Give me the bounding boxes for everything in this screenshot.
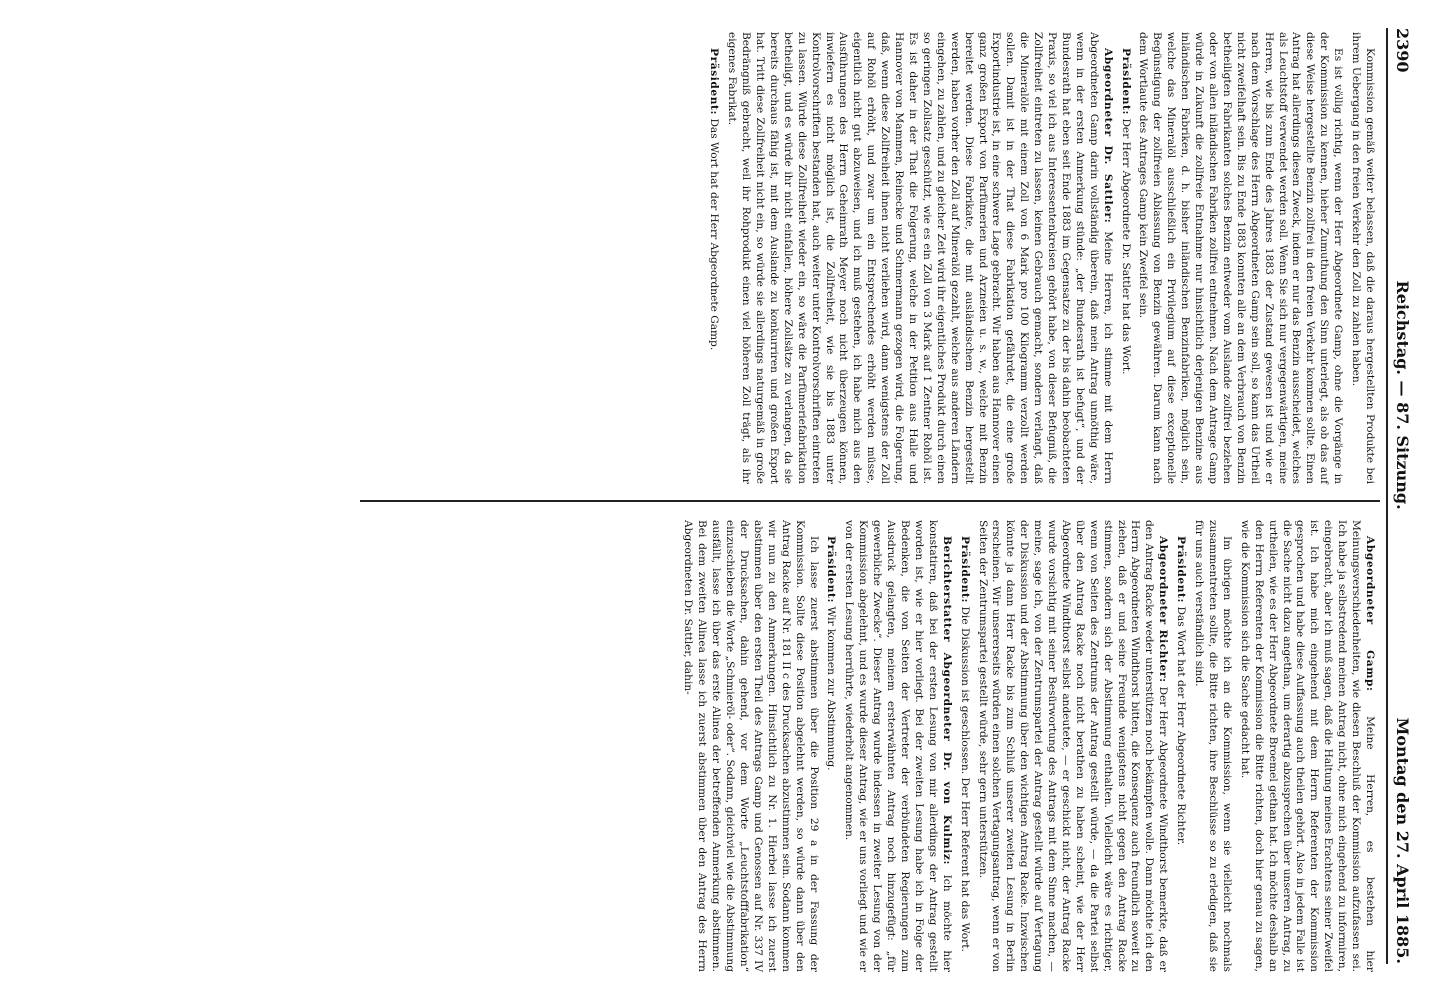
header-rule bbox=[1386, 28, 1388, 964]
speaker-name: Präsident: bbox=[1175, 536, 1188, 604]
page-header bbox=[1388, 28, 1418, 964]
speaker-name: Abgeordneter Richter: bbox=[1157, 536, 1170, 683]
speaker-name: Abgeordneter Gamp: bbox=[1364, 536, 1376, 692]
speech-text: Der Herr Abgeordnete Dr. Sattler hat das Wort. bbox=[1119, 118, 1132, 375]
speech-text: Das Wort hat der Herr Abgeordnete Gamp. bbox=[708, 118, 721, 351]
speech-text: Meine Herren, ich stimme mit dem Herrn Abgeordneten Gamp darin vollständig überein, daß mein Antrag unnöthig wäre, wenn in der ersten Anmerkung stünde: „der Bundesrath ist befugt“, und der Bundesrath hat eben seit Ende 1883 im Gegensatze zu der bis dahin beobachteten Praxis, so viel ich aus Interessentenkreisen gehört habe, von dieser Befugniß, die Zollfreiheit eintreten zu lassen, keinen Gebrauch gemacht, sondern verlangt, daß die Mineralöle mit einem Zoll von 6 Mark pro 100 Kilogramm verzollt werden sollen. Damit ist in der That diese Fabrikation gefährdet, die eine große Exportindustrie ist, in eine schwere Lage gebracht. Wir haben aus Hannover einen ganz großen Export von Parfümerien und Arzneien u. s. w., welche mit Benzin bereitet werden. Diese Fabrikate, die mit ausländischem Benzin hergestellt werden, haben vorher den Zoll auf Mineralöl gezahlt, welche aus anderen Ländern eingehen, zu zahlen, und zu gleicher Zeit wird ihr eigentliches Produkt durch einen so geringen Zollsatz geschützt, wie es ein Zoll von 3 Mark auf 1 Zentner Rohöl ist. Es ist daher in der That die Folgerung, welche in der Petition aus Halle und Hannover von Mammen, Reinecke und Schmermann gezogen wird, die Folgerung, daß, wenn diese Zollfreiheit ihnen nicht verliehen wird, dann wenigstens der Zoll auf Rohöl erhöht, und zwar um ein Entsprechendes erhöht werden müsse, eigentlich nicht gut abzuweisen, und ich muß gestehen, ich habe mich aus den Ausführungen des Herrn Geheimrath Meyer noch nicht überzeugen können, inwiefern es nicht möglich ist, die Zollfreiheit, wie sie bis 1883 unter Kontrolvorschriften bestanden hat, auch weiter unter Kontrolvorschriften eintreten zu lassen. Würde diese Zollfreiheit wieder ein, so wäre die Parfümeriefabrikation betheiligt, und es würde ihr nicht einfallen, höhere Zollsätze zu verlangen, da sie bereits durchaus fähig ist, mit dem Auslande zu konkurriren und großen Export hat. Tritt diese Zollfreiheit nicht ein, so würde sie allerdings naturgemäß in große Bedrängniß gebracht, weil ihr Rohprodukt einen viel höheren Zoll trägt, als ihr eigenes Fabrikat. bbox=[726, 32, 1114, 485]
paragraph bbox=[841, 520, 952, 972]
speech-text: Die Diskussion ist geschlossen. Der Herr Referent hat das Wort. bbox=[958, 606, 971, 952]
paragraph bbox=[1173, 520, 1187, 972]
page-title: Reichstag. — 87. Sitzung. bbox=[1393, 280, 1413, 510]
paragraph bbox=[1118, 32, 1132, 484]
speaker-name: Berichterstatter Abgeordneter Dr. von Kulmiz: bbox=[940, 536, 953, 865]
speaker-name: Präsident: bbox=[825, 536, 838, 604]
paragraph: Kommission gemäß weiter belassen, daß die daraus hergestellten Produkte bei ihrem Uebergang in den freien Verkehr den Zoll zu zahlen haben. bbox=[1350, 32, 1376, 484]
speech-text: Der Herr Abgeordnete Windthorst bemerkte, daß er den Antrag Racke weder unterstützen noch bekämpfen wolle. Dann möchte ich den Herrn Abgeordneten Windthorst bitten, die Konsequenz auch freundlich soweit zu ziehen, daß er und seine Freunde wenigstens nicht gegen den Antrag Racke stimmen, sondern sich der Abstimmung enthalten. Vielleicht wäre es richtiger, wenn von Seiten des Zentrums der Antrag gestellt würde, — da die Partei selbst über den Antrag Racke noch nicht berathen zu haben scheint, wie der Herr Abgeordnete Windthorst selbst andeutete, — er geschickt nicht, der Antrag Racke wurde vorsichtig mit seiner Besürwortung des Antrags mit dem Sinne machen, — meine, sage ich, von der Zentrumspartei der Antrag gestellt würde auf Vertagung der Diskussion und der Abstimmung über den wichtigen Antrag Racke. Inzwischen könnte ja dann Herr Racke bis zum Schluß unserer zweiten Lesung in Berlin erscheinen. Wir unsererseits würden einen solchen Vertagungsantrag, wenn er von Seiten der Zentrumspartei gestellt würde, sehr gern unterstützen. bbox=[976, 520, 1170, 972]
speaker-name: Präsident: bbox=[958, 536, 971, 604]
paragraph bbox=[975, 520, 1170, 972]
speech-text: Ich möchte hier konstatiren, daß bei der ersten Lesung von mir allerdings der Antrag gestellt worden ist, wie er hier vorliegt. Bei der zweiten Lesung habe ich in Folge der Bedenken, die von Seiten der Vertreter der verbündeten Regierungen zum Ausdruck gelangten, meinem ersterwähnten Antrag noch hinzugefügt: „für gewerbliche Zwecke“. Dieser Antrag wurde indessen in zweiter Lesung von der Kommission abgelehnt, und es wurde dieser Antrag, wie er uns vorliegt und wie er von der ersten Lesung herrührte, wiederholt angenommen. bbox=[843, 520, 953, 972]
paragraph bbox=[1237, 520, 1376, 972]
paragraph: Im übrigen möchte ich an die Kommission, wenn sie vielleicht nochmals zusammentreten sollte, die Bitte richten, ihre Beschlüsse so zu erledigen, daß sie für uns auch verständlich sind. bbox=[1193, 520, 1233, 972]
page-number: 2390 bbox=[1393, 28, 1413, 73]
paragraph bbox=[724, 32, 1113, 484]
column-divider bbox=[360, 500, 1380, 502]
paragraph bbox=[824, 520, 838, 972]
speaker-name: Präsident: bbox=[1119, 48, 1132, 116]
speech-text: Meine Herren, es bestehen hier Meinungsverschiedenheiten, wie diesen Beschluß der Kommission aufzufassen sei. Ich habe ja selbstredend meinen Antrag nicht, ohne mich eingehend zu informiren, eingebracht, aber ich muß sagen, daß die Haltung meines Erachtens seiner Zweifel ist. Ich habe mich eingehend mit dem Herrn Referenten der Kommission gesprochen und habe diese Auffassung auch theilen gehört. Also in jedem Falle ist die Sache nicht dazu angethan, um derartig abzusprechen über unseren Antrag, zu urtheilen, wie es der Herr Abgeordnete Broemel gethan hat. Ich möchte deshalb an den Herrn Referenten der Kommission die Bitte richten, doch hier genau zu sagen, wie die Kommission sich die Sache gedacht hat. bbox=[1238, 520, 1376, 972]
speaker-name: Präsident: bbox=[708, 48, 721, 116]
paragraph bbox=[706, 32, 720, 484]
speaker-name: Abgeordneter Dr. Sattler: bbox=[1101, 48, 1114, 224]
paragraph: Ich lasse zuerst abstimmen über die Position 29 a in der Fassung der Kommission. Sollte diese Position abgelehnt werden, so würde dann über den Antrag Racke auf Nr. 181 II c des Drucksachen abzustimmen sein. Sodann kommen wir nun zu den Anmerkungen. Hinsichtlich zu Nr. 1. Hierbei lasse ich zuerst abstimmen über den ersten Theil des Antrags Gamp und Genossen auf Nr. 337 IV der Drucksachen, dahin gehend, vor dem Worte „Leuchtstofffabrikation“ einzuschieben die Worte „Schmieröl- oder“. Sodann, gleichviel wie die Abstimmung ausfällt, lasse ich über das erste Alinea der betreffenden Anmerkung abstimmen. Bei dem zweiten Alinea lasse ich zuerst abstimmen über den Antrag des Herrn Abgeordneten Dr. Sattler, dahin- bbox=[682, 520, 820, 972]
paragraph: Es ist völlig richtig, wenn der Herr Abgeordnete Gamp, ohne die Vorgänge in der Kommission zu kennen, hieher Zumuthung den Sinn unterlegt, als ob das auf diese Weise hergestellte Benzin zollfrei in den freien Verkehr kommen sollte. Einen Antrag hat allerdings diesen Zweck, indem er nur das Benzin ausscheidet, welches als Leuchtstoff verwendet werden soll. Wenn Sie sich nur vergegenwärtigen, meine Herren, wie bis zum Ende des Jahres 1883 der Zustand gewesen ist und wie er nach dem Vorschlage des Herrn Abgeordneten Gamp sein soll, so kann das Urtheil nicht zweifelhaft sein. Bis zu Ende 1883 konnten alle an dem Verbrauch von Benzin betheiligten Fabrikanten solches Benzin entweder vom Auslande zollfrei beziehen oder von allen inländischen Fabriken zollfrei entnehmen. Nach dem Antrage Gamp würde in Zukunft die zollfreie Entnahme nur hinsichtlich derjenigen Benzine aus inländischen Fabriken, d. h. bisher inländischen Benzinfabriken, möglich sein, welche das Mineralöl ausschließlich ein Privilegium auf diese exceptionelle Begünstigung der zollfreien Ablassung von Benzin gewähren. Darum kann nach dem Wortlaute des Antrages Gamp kein Zweifel sein. bbox=[1137, 32, 1345, 484]
page-date: Montag den 27. April 1885. bbox=[1393, 717, 1413, 964]
paragraph bbox=[957, 520, 971, 972]
left-column bbox=[702, 32, 1376, 484]
speech-text: Das Wort hat der Herr Abgeordnete Richter. bbox=[1175, 606, 1188, 846]
right-column bbox=[677, 520, 1377, 972]
speech-text: Wir kommen zur Abstimmung. bbox=[825, 606, 838, 771]
